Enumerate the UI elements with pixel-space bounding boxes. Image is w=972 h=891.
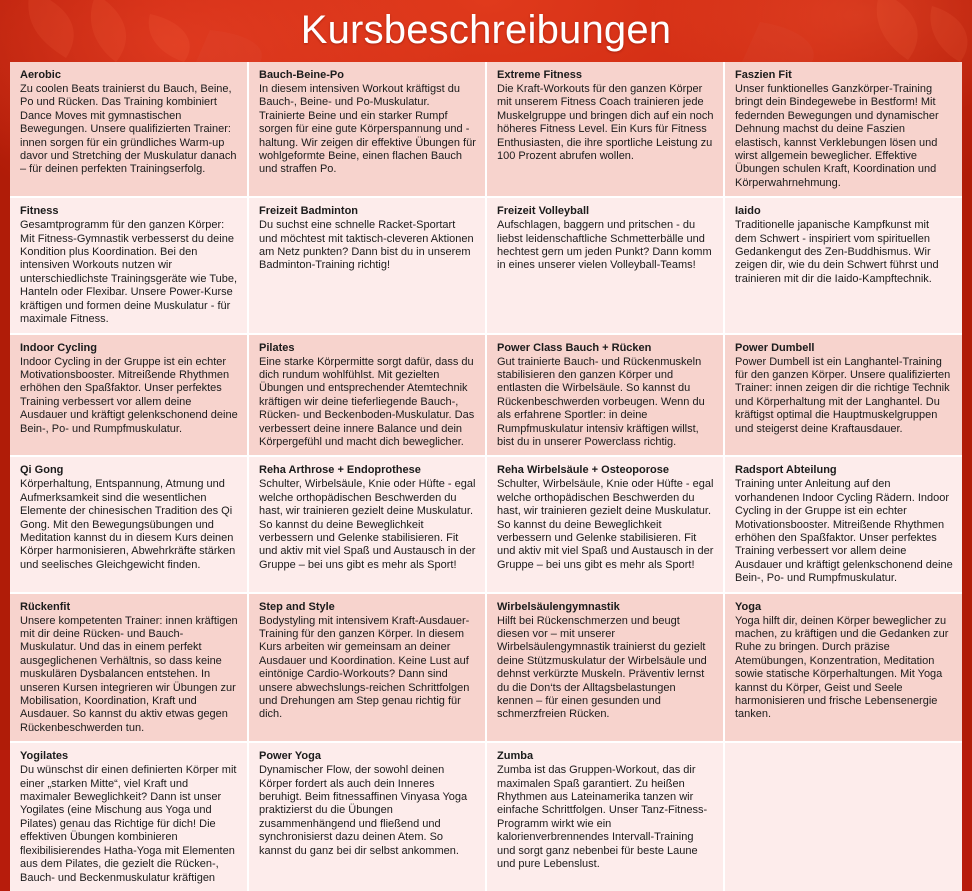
course-cell-rueckenfit[interactable] [10,593,248,743]
course-table [10,62,962,891]
course-description: Du wünschst dir einen definierten Körper mit einer „starken Mitte“, viel Kraft und maximaler Beweglichkeit? Dann ist unser Yogilates (eine Mischung aus Yoga und Pilates) genau das Richtige für dich! Die effektiven Übungen kombinieren flexibilisierendes Hatha-Yoga mit Elementen aus dem Pilates, die gezielt die Rücken-, Bauch- und Beckenmuskulatur kräftigen [20,764,237,884]
course-title: Power Class Bauch + Rücken [497,341,652,354]
course-description: Unsere kompetenten Trainer: innen kräftigen mit dir deine Rücken- und Bauch-Muskulatur. Und das in einem perfekt ausgeglichenen Verhältnis, so dass keine muskulären Dysbalancen entstehen. In unseren Kursen integrieren wir Übungen zur Mobilisation, Koordination, Kraft und Ausdauer. So kannst du aktiv etwas gegen Rückenbeschwerden tun. [20,614,238,734]
course-title: Reha Wirbelsäule + Osteoporose [497,464,669,477]
course-description: Gesamtprogramm für den ganzen Körper: Mit Fitness-Gymnastik verbesserst du deine Kondition plus Koordination. Bei den intensiven Workouts nutzen wir unterschiedlichste Trainingsgeräte wie Tube, Hanteln oder Flexibar. Unsere Power-Kurse kräftigen und formen deine Muskulatur - für maximale Fitness. [20,219,238,326]
course-title: Yoga [735,600,762,613]
course-description: Körperhaltung, Entspannung, Atmung und Aufmerksamkeit sind die wesentlichen Elemente der chinesischen Tradition des Qi Gong. Mit den Bewegungsübungen und Meditation kannst du in diesem Kurs deinen Körper harmonisieren, Abwehrkräfte stärken und seelisches Gleichgewicht finden. [20,478,236,571]
course-title: Fitness [20,205,59,218]
course-cell-radsport-abteilung[interactable] [724,456,962,592]
table-row [10,742,962,891]
course-title: Power Dumbell [735,341,815,354]
course-description: Yoga hilft dir, deinen Körper beweglicher zu machen, zu kräftigen und die Gedanken zur Ruhe zu bringen. Durch präzise Atemübungen, Konzentration, Meditation sowie statische Körperhaltungen. Mit Yoga kannst du Körper, Geist und Seele harmonisieren und frische Lebensenergie tanken. [735,614,949,721]
course-cell-aerobic[interactable] [10,62,248,197]
course-cell-power-dumbell[interactable] [724,334,962,457]
course-description: Bodystyling mit intensivem Kraft-Ausdauer-Training für den ganzen Körper. In diesem Kurs arbeiten wir gemeinsam an deiner Ausdauer und Koordination. Keine Lust auf eintönige Cardio-Workouts? Dann sind unsere abwechslungs-reichen Schrittfolgen und Drehungen am Step genau richtig für dich. [259,614,470,721]
course-cell-extreme-fitness[interactable] [486,62,724,197]
course-title: Pilates [259,341,295,354]
course-title: Indoor Cycling [20,341,97,354]
course-cell-yoga[interactable] [724,593,962,743]
course-cell-reha-wirbelsaeule-osteoporose[interactable] [486,456,724,592]
course-title: Power Yoga [259,750,321,763]
course-title: Freizeit Badminton [259,205,359,218]
table-row [10,593,962,743]
course-title: Radsport Abteilung [735,464,837,477]
course-title: Faszien Fit [735,69,792,81]
course-title: Freizeit Volleyball [497,205,590,218]
course-cell-zumba[interactable] [486,742,724,891]
course-description: Aufschlagen, baggern und pritschen - du liebst leidenschaftliche Schmetterbälle und hechtest gern um jeden Punkt? Dann komm in eines unserer vielen Volleyball-Teams! [497,219,712,272]
course-title: Bauch-Beine-Po [259,69,344,81]
course-cell-power-class-bauch-ruecken[interactable] [486,334,724,457]
course-description: Hilft bei Rückenschmerzen und beugt diesen vor – mit unserer Wirbelsäulengymnastik trainierst du gezielt deine Stützmuskulatur der Wirbelsäule und dehnst verkürzte Muskeln. Präventiv lernst du die Don‘ts der Alltagsbelastungen kennen – für einen gesunden und schmerzfreien Rücken. [497,614,707,721]
course-description: Training unter Anleitung auf den vorhandenen Indoor Cycling Rädern. Indoor Cycling in der Gruppe ist ein echter Motivationsbooster. Mitreißende Rhythmen erhöhen den Spaßfaktor. Unser perfektes Training verbessert vor allem deine Ausdauer und kräftigt gelenkschonend deine Bein-, Po- und Rumpfmuskulatur. [735,478,953,585]
course-cell-faszien-fit[interactable] [724,62,962,197]
course-cell-yogilates[interactable] [10,742,248,891]
course-description: Indoor Cycling in der Gruppe ist ein echter Motivationsbooster. Mitreißende Rhythmen erhöhen den Spaßfaktor. Unser perfektes Training verbessert vor allem deine Ausdauer und kräftigt gelenkschonend deine Bein-, Po- und Rumpfmuskulatur. [20,355,238,435]
course-description: Dynamischer Flow, der sowohl deinen Körper fordert als auch dein Inneres beruhigt. Beim fitnessaffinen Vinyasa Yoga praktizierst du die Übungen zusammenhängend und fließend und synchronisierst dazu deinen Atem. So kannst du ganz bei dir selbst ankommen. [259,764,468,857]
course-cell-freizeit-badminton[interactable] [248,197,486,333]
course-description: Du suchst eine schnelle Racket-Sportart und möchtest mit taktisch-cleveren Aktionen am Netz punkten? Dann bist du in unserem Badminton-Training richtig! [259,219,474,272]
table-row [10,456,962,592]
course-title: Reha Arthrose + Endoprothese [259,464,421,477]
course-cell-empty [724,742,962,891]
course-table-container [10,62,962,884]
course-description: Zu coolen Beats trainierst du Bauch, Beine, Po und Rücken. Das Training kombiniert Dance Moves mit gymnastischen Bewegungen. Unsere qualifizierten Trainer: innen sorgen für ein gründliches Warm-up davor und Stretching der Muskulatur danach – für deinen perfekten Trainingserfolg. [20,83,237,176]
course-title: Step and Style [259,600,335,613]
course-description: Schulter, Wirbelsäule, Knie oder Hüfte - egal welche orthopädischen Beschwerden du hast, wir trainieren gezielt deine Muskulatur. So kannst du deine Beweglichkeit verbessern und Gelenke stabilisieren. Fit und aktiv mit viel Spaß und Austausch in der Gruppe – bei uns gibt es mehr als Sport! [259,478,476,571]
course-title: Aerobic [20,69,61,81]
course-description: In diesem intensiven Workout kräftigst du Bauch-, Beine- und Po-Muskulatur. Trainierte Beine und ein starker Rumpf sorgen für eine gute Körperspannung und -haltung. Wir zeigen dir effektive Übungen für wohlgeformte Beine, einen flachen Bauch und straffen Po. [259,83,476,176]
course-title: Qi Gong [20,464,64,477]
course-cell-power-yoga[interactable] [248,742,486,891]
course-cell-iaido[interactable] [724,197,962,333]
course-cell-wirbelsaeulengymnastik[interactable] [486,593,724,743]
course-cell-indoor-cycling[interactable] [10,334,248,457]
course-description: Schulter, Wirbelsäule, Knie oder Hüfte - egal welche orthopädischen Beschwerden du hast, wir trainieren gezielt deine Muskulatur. So kannst du deine Beweglichkeit verbessern und Gelenke stabilisieren. Fit und aktiv mit viel Spaß und Austausch in der Gruppe – bei uns gibt es mehr als Sport! [497,478,714,571]
course-cell-fitness[interactable] [10,197,248,333]
course-cell-freizeit-volleyball[interactable] [486,197,724,333]
course-description: Traditionelle japanische Kampfkunst mit dem Schwert - inspiriert vom spirituellen Gedankengut des Zen-Buddhismus. Wir zeigen dir, wie du dein Schwert führst und trainieren mit dir die Iaido-Kampftechnik. [735,219,939,285]
table-row [10,334,962,457]
table-row [10,62,962,197]
page-title: Kursbeschreibungen [300,8,672,52]
course-title: Zumba [497,750,534,763]
course-description: Zumba ist das Gruppen-Workout, das dir maximalen Spaß garantiert. Zu heißen Rhythmen aus Lateinamerika tanzen wir einfache Schrittfolgen. Unser Tanz-Fitness-Programm wirkt wie ein kalorienverbrennendes Intervall-Training und sorgt ganz nebenbei für beste Laune und pure Lebenslust. [497,764,708,871]
course-description: Die Kraft-Workouts für den ganzen Körper mit unserem Fitness Coach trainieren jede Muskelgruppe und bringen dich auf ein noch höheres Fitness Level. Ein Kurs für Fitness Enthusiasten, die ihre sportliche Leistung zu 100 Prozent abrufen wollen. [497,83,714,163]
course-description: Gut trainierte Bauch- und Rückenmuskeln stabilisieren den ganzen Körper und entlasten die Wirbelsäule. So kannst du Rückenbeschwerden vorbeugen. Wenn du als erfahrene Sportler: in deine Rumpfmuskulatur intensiv kräftigen willst, bist du in unserer Powerclass richtig. [497,355,705,448]
course-cell-reha-arthrose-endoprothese[interactable] [248,456,486,592]
course-cell-pilates[interactable] [248,334,486,457]
course-description: Eine starke Körpermitte sorgt dafür, dass du dich rundum wohlfühlst. Mit gezielten Übungen und entsprechender Atemtechnik kräftigen wir deine tieferliegende Bauch-, Rücken- und Beckenboden-Muskulatur. Das verbessert deine innere Balance und dein Körpergefühl und macht dich beweglicher. [259,355,475,448]
course-title: Yogilates [20,750,69,763]
course-title: Extreme Fitness [497,69,582,81]
course-title: Rückenfit [20,600,71,613]
course-title: Wirbelsäulengymnastik [497,600,620,613]
table-row [10,197,962,333]
course-description: Power Dumbell ist ein Langhantel-Training für den ganzen Körper. Unsere qualifizierten Trainer: innen zeigen dir die richtige Technik und Körperhaltung mit der Langhantel. Du kräftigst optimal die Hauptmuskelgruppen und steigerst deine Kraftausdauer. [735,355,951,435]
course-cell-qi-gong[interactable] [10,456,248,592]
course-description: Unser funktionelles Ganzkörper-Training bringt dein Bindegewebe in Bestform! Mit federnden Bewegungen und dynamischer Dehnung machst du deine Faszien elastisch, kannst Verklebungen lösen und wirst allgemein beweglicher. Effektive Übungen schulen Kraft, Koordination und Körperwahrnehmung. [735,83,939,189]
course-cell-bauch-beine-po[interactable] [248,62,486,197]
course-cell-step-and-style[interactable] [248,593,486,743]
course-title: Iaido [735,205,761,218]
